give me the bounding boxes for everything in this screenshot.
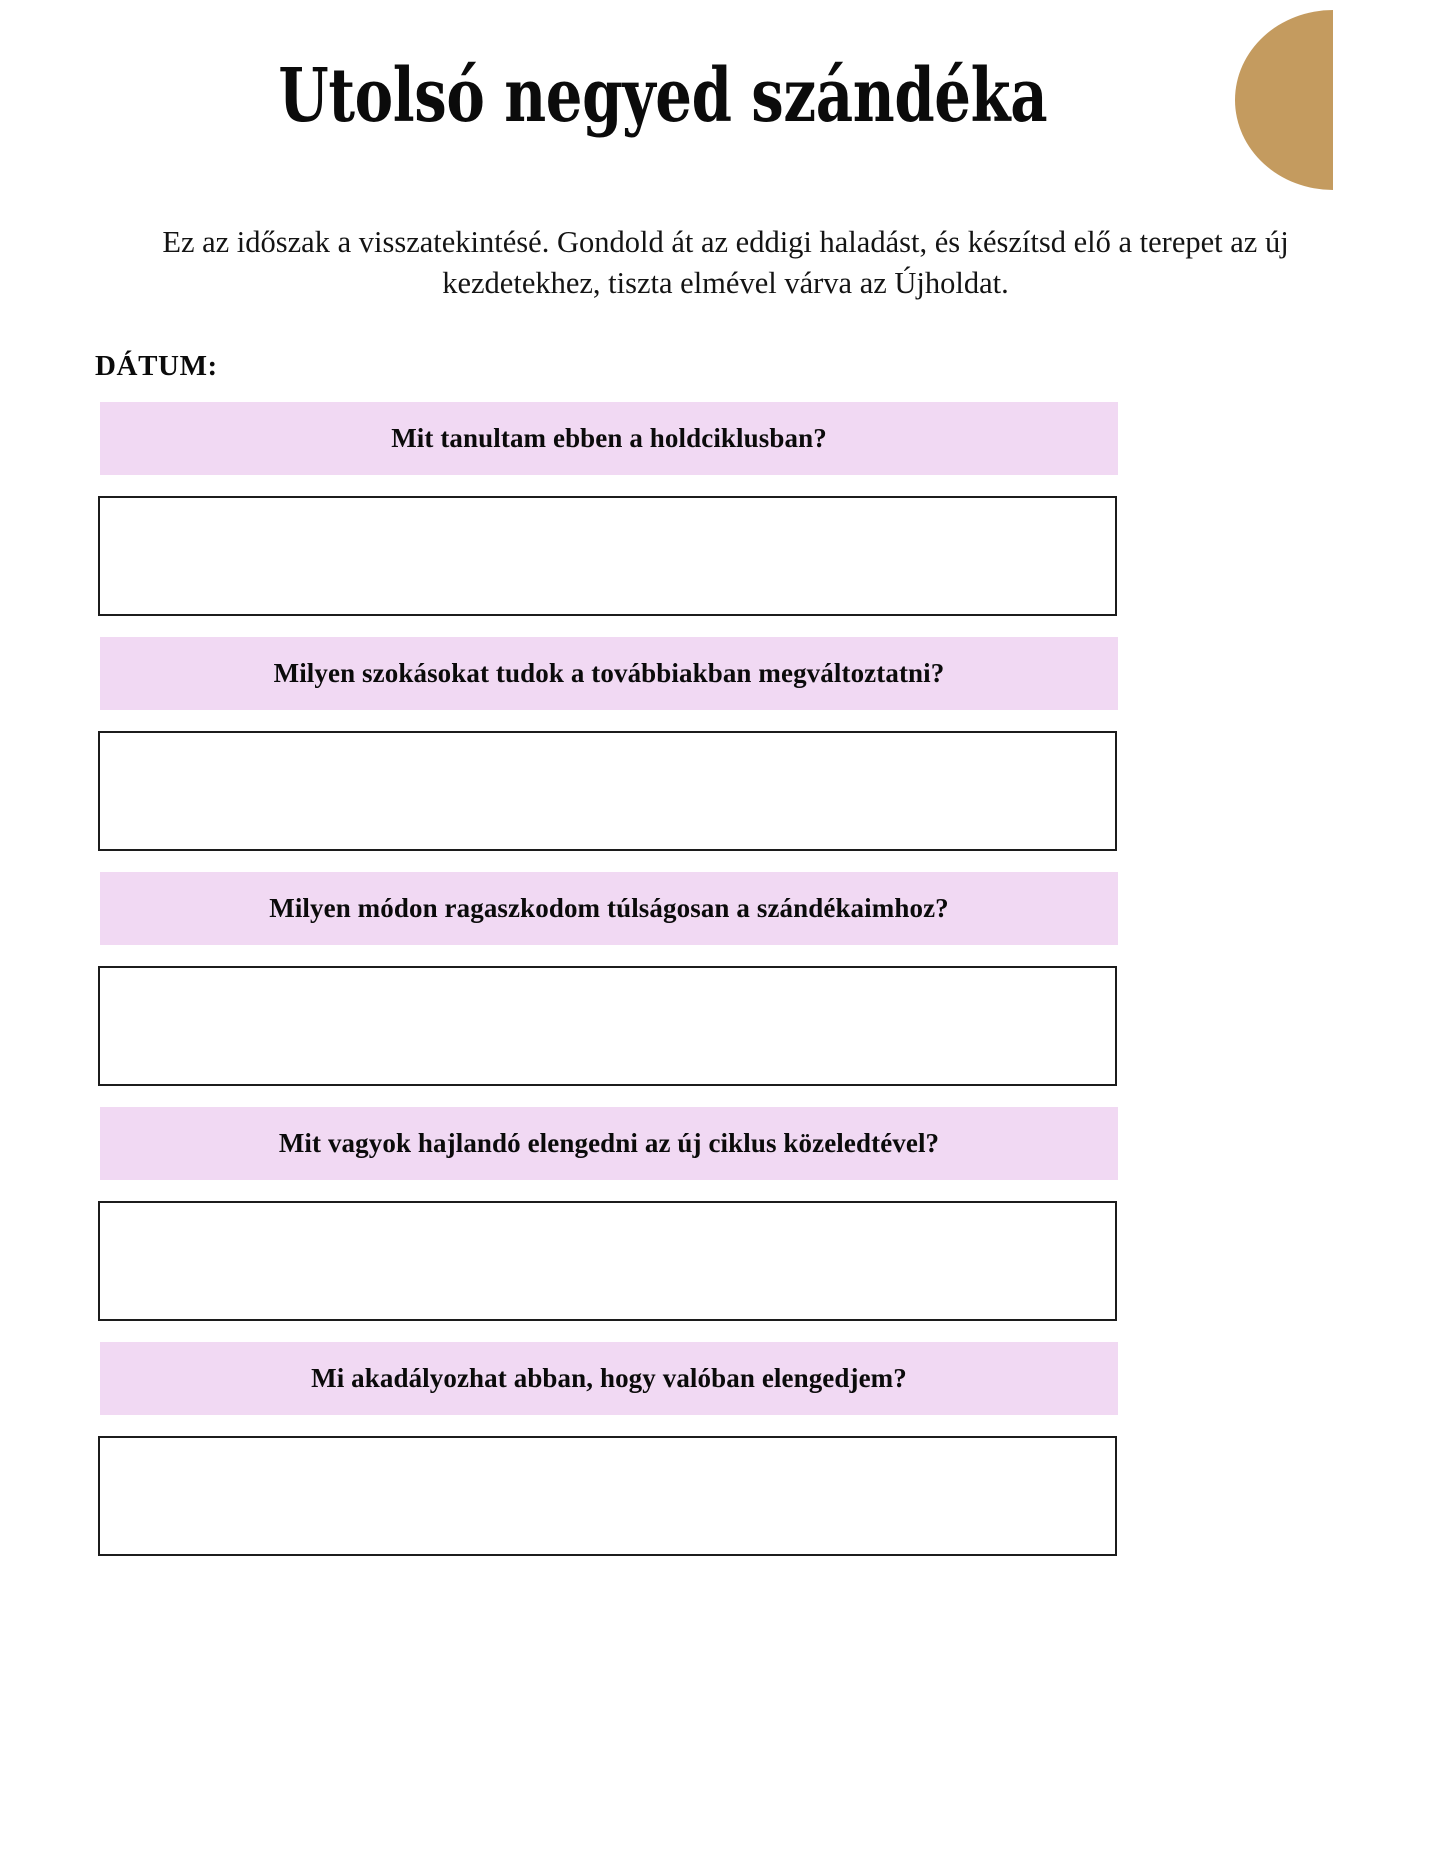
answer-box[interactable] <box>98 1436 1117 1556</box>
question-bar <box>100 1107 1118 1180</box>
question-text: Mit tanultam ebben a holdciklusban? <box>391 422 827 453</box>
prompt-block <box>116 1107 1334 1321</box>
prompt-block <box>116 402 1334 616</box>
page-title: Utolsó negyed szándéka <box>278 53 1047 139</box>
answer-box[interactable] <box>98 496 1117 616</box>
page-title-container <box>0 53 1445 139</box>
date-label: DÁTUM: <box>95 350 218 382</box>
question-bar <box>100 1342 1118 1415</box>
question-text: Mit vagyok hajlandó elengedni az új ciklus közeledtével? <box>278 1127 940 1158</box>
answer-box[interactable] <box>98 1201 1117 1321</box>
answer-box[interactable] <box>98 731 1117 851</box>
question-bar <box>100 402 1118 475</box>
question-text: Milyen szokásokat tudok a továbbiakban megváltoztatni? <box>273 657 945 688</box>
question-text: Milyen módon ragaszkodom túlságosan a szándékaimhoz? <box>269 892 949 923</box>
prompt-block <box>116 1342 1334 1556</box>
subtitle-line-1: Ez az időszak a visszatekintésé. Gondold át az eddigi haladást, és készítsd elő a <box>162 225 1133 259</box>
question-bar <box>100 637 1118 710</box>
prompt-list <box>116 402 1334 1577</box>
prompt-block <box>116 637 1334 851</box>
question-bar <box>100 872 1118 945</box>
subtitle-line-2: terepet az új kezdetekhez, tiszta elmével várva az Újholdat. <box>442 225 1289 301</box>
question-text: Mi akadályozhat abban, hogy valóban elengedjem? <box>311 1362 907 1393</box>
prompt-block <box>116 872 1334 1086</box>
answer-box[interactable] <box>98 966 1117 1086</box>
page-subtitle <box>118 222 1333 305</box>
